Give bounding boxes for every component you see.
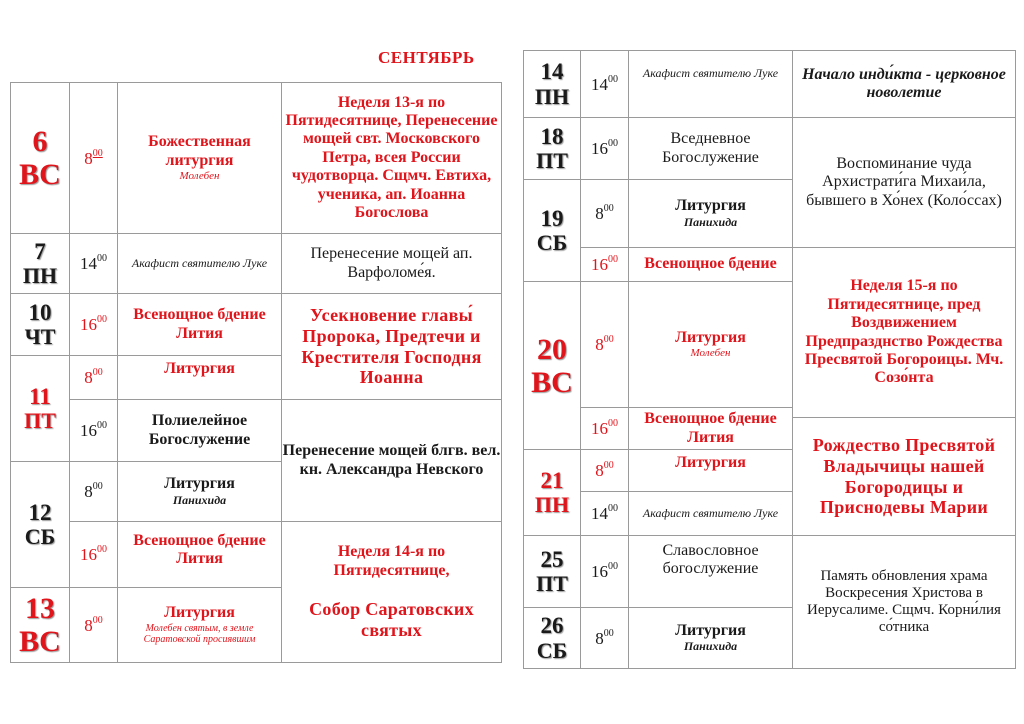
time-cell: $8^{00}$ bbox=[580, 281, 628, 407]
day-cell-7: 7 ПН bbox=[11, 233, 69, 293]
event-cell: Неделя 13-я по Пятидесятнице, Перенесение мощей свт. Московского Петра, всея России чудотворца. Сщмч. Евтиха, ученика, ап. Иоанна Богослова bbox=[281, 83, 501, 233]
day-cell-26: 26 СБ bbox=[524, 607, 580, 668]
day-cell-19: 19 СБ bbox=[524, 179, 580, 281]
time-cell: $16^{00}$ bbox=[69, 293, 117, 355]
event-cell: Усекновение главы́ Пророка, Предтечи и Крестителя Господня Иоанна bbox=[281, 293, 501, 399]
event-cell: Начало инди́кта - церковное новолетие bbox=[792, 51, 1015, 117]
service-cell: Славословное богослужение bbox=[628, 535, 792, 607]
service-cell: Всенощное бдение Лития bbox=[117, 521, 281, 587]
service-cell: Всенощное бдение Лития bbox=[628, 407, 792, 449]
service-cell: Литургия Панихида bbox=[628, 607, 792, 668]
service-cell: Полиелейное Богослужение bbox=[117, 399, 281, 461]
service-cell: Литургия Молебен святым, в земле Саратовской просиявшим bbox=[117, 587, 281, 662]
schedule-table-right bbox=[523, 50, 1016, 669]
day-cell-20: 20 ВС bbox=[524, 281, 580, 449]
day-cell-18: 18 ПТ bbox=[524, 117, 580, 179]
time-cell: $14^{00}$ bbox=[580, 491, 628, 535]
day-cell-13: 13 ВС bbox=[11, 587, 69, 662]
event-cell: Перенесение мощей ап. Варфоломе́я. bbox=[281, 233, 501, 293]
service-cell: Акафист святителю Луке bbox=[628, 491, 792, 535]
day-cell-10: 10 ЧТ bbox=[11, 293, 69, 355]
service-cell: Литургия Панихида bbox=[628, 179, 792, 247]
time-cell: $16^{00}$ bbox=[580, 117, 628, 179]
event-cell: Воспоминание чуда Архистрати́га Михаи́ла, бывшего в Хо́нех (Коло́ссах) bbox=[792, 117, 1015, 247]
service-cell: Всенощное бдение bbox=[628, 247, 792, 281]
day-cell-14: 14 ПН bbox=[534, 59, 570, 109]
time-cell: $16^{00}$ bbox=[580, 407, 628, 449]
event-cell: Память обновления храма Воскресения Христова в Иерусалиме. Сщмч. Корни́лия со́тника bbox=[792, 535, 1015, 668]
time-cell: $8^{00}$ bbox=[69, 83, 117, 233]
service-cell: Всенощное бдение Лития bbox=[117, 293, 281, 355]
time-cell: $16^{00}$ bbox=[69, 399, 117, 461]
time-cell: $14^{00}$ bbox=[580, 51, 628, 117]
time-cell: $16^{00}$ bbox=[580, 535, 628, 607]
schedule-table-left bbox=[10, 82, 502, 663]
event-cell: Неделя 15-я по Пятидесятнице, пред Воздвижением Предпраздн‍ство Рождества Пресвятой Богороицы. Мч. Созо́нта bbox=[792, 247, 1015, 417]
day-cell-21: 21 ПН bbox=[524, 449, 580, 535]
day-cell-12: 12 СБ bbox=[11, 461, 69, 587]
service-cell: Вседневное Богослужение bbox=[628, 117, 792, 179]
service-cell: Литургия Молебен bbox=[628, 281, 792, 407]
event-cell: Рождество Пресвятой Владычицы нашей Богородицы и Приснодевы Марии bbox=[792, 417, 1015, 535]
service-cell: Акафист святителю Луке bbox=[628, 51, 792, 117]
service-cell: Божественная литургия Молебен bbox=[117, 83, 281, 233]
time-cell: $16^{00}$ bbox=[580, 247, 628, 281]
day-cell-25: 25 ПТ bbox=[524, 535, 580, 607]
service-cell: Акафист святителю Луке bbox=[117, 233, 281, 293]
time-cell: $8^{00}$ bbox=[580, 607, 628, 668]
time-cell: $8^{00}$ bbox=[580, 179, 628, 247]
event-cell: Неделя 14-я по Пятидесятнице, Собор Саратовских святых bbox=[281, 521, 501, 662]
time-cell: $8^{00}$ bbox=[69, 587, 117, 662]
time-cell: $8^{00}$ bbox=[69, 355, 117, 399]
time-cell: $8^{00}$ bbox=[580, 449, 628, 491]
event-cell: Перенесение мощей блгв. вел. кн. Александра Невского bbox=[281, 399, 501, 521]
service-cell: Литургия Панихида bbox=[117, 461, 281, 521]
time-cell: $16^{00}$ bbox=[69, 521, 117, 587]
time-cell: $14^{00}$ bbox=[69, 233, 117, 293]
day-cell-11: 11 ПТ bbox=[11, 355, 69, 461]
service-cell: Литургия bbox=[117, 355, 281, 399]
month-title: СЕНТЯБРЬ bbox=[378, 48, 475, 67]
time-cell: $8^{00}$ bbox=[69, 461, 117, 521]
service-cell: Литургия bbox=[628, 449, 792, 491]
day-cell-6: 6 ВС bbox=[19, 125, 61, 191]
